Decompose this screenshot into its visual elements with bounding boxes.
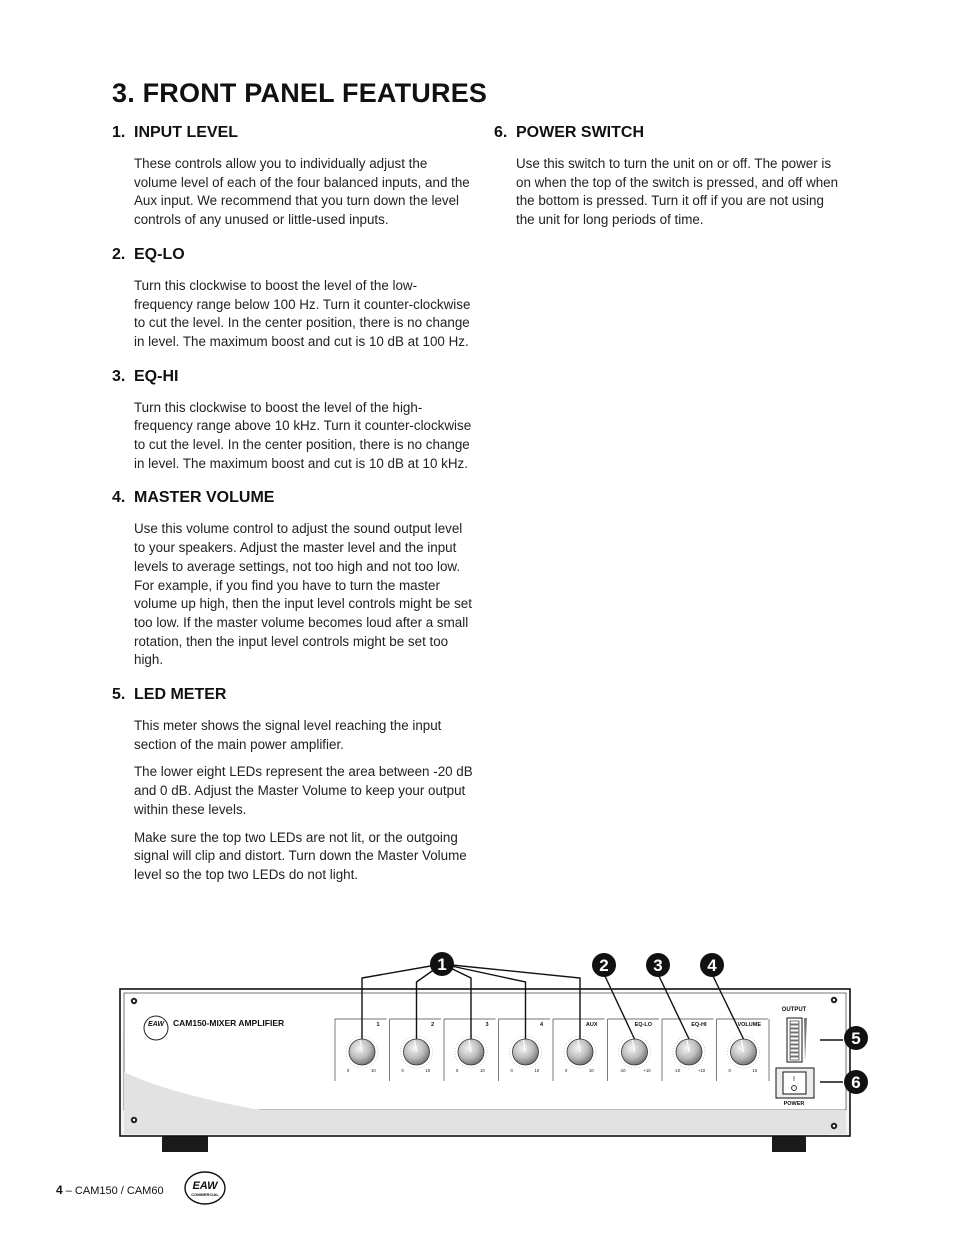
section-heading [112, 487, 474, 509]
led-segment [790, 1045, 799, 1048]
scale-min-label: -10 [674, 1068, 681, 1073]
scale-max-label: 10 [480, 1068, 485, 1073]
section-number: 4. [112, 489, 126, 507]
section-paragraph: Use this switch to turn the unit on or off. The power is on when the top of the switch is pressed, and off when the bottom is pressed. Turn it off if you are not using the unit for long periods of time. [516, 156, 839, 228]
left-column [112, 122, 474, 899]
scale-min-label: 0 [456, 1068, 459, 1073]
section-led-meter [112, 684, 474, 885]
callout-number: 4 [707, 956, 717, 975]
section-title: LED METER [134, 686, 227, 704]
scale-max-label: 10 [425, 1068, 431, 1073]
section-heading [112, 244, 474, 266]
section-title: EQ-LO [134, 245, 185, 263]
scale-min-label: -10 [619, 1068, 626, 1073]
footer-separator: – [62, 1185, 75, 1197]
channel-label: 2 [430, 1022, 434, 1028]
section-number: 6. [494, 124, 508, 141]
section-paragraph: This meter shows the signal level reaching the input section of the main power amplifier. [134, 718, 442, 752]
channel-label: VOLUME [737, 1022, 761, 1028]
scale-min-label: 0 [401, 1068, 404, 1073]
scale-min-label: 0 [565, 1068, 568, 1073]
channel-label: 3 [485, 1022, 489, 1028]
model-label: CAM150-MIXER AMPLIFIER [173, 1018, 285, 1028]
led-segment [790, 1025, 799, 1028]
scale-max-label: 10 [534, 1068, 540, 1073]
output-label: OUTPUT [781, 1007, 807, 1013]
callout-number: 5 [851, 1029, 861, 1048]
section-eq-hi [112, 366, 474, 474]
led-segment [790, 1029, 799, 1032]
page-number: 4 [56, 1183, 63, 1197]
screw-icon [131, 998, 137, 1004]
scale-max-label: +10 [698, 1068, 706, 1073]
led-segment [790, 1041, 799, 1044]
section-input-level [112, 122, 474, 230]
section-number: 3. [112, 367, 126, 385]
section-title: POWER SWITCH [516, 124, 644, 141]
section-paragraph: These controls allow you to individually adjust the volume level of each of the four balanced inputs, and the Aux input. We recommend that you turn down the level controls of any unused or little-used inputs. [134, 156, 470, 228]
eaw-commercial-logo-icon [182, 1170, 228, 1206]
channel-label: 1 [376, 1022, 380, 1028]
channel-label: EQ-HI [691, 1022, 707, 1028]
scale-max-label: 10 [589, 1068, 594, 1073]
section-heading [494, 122, 846, 144]
led-segment [790, 1021, 799, 1024]
screw-icon [831, 1123, 837, 1129]
scale-max-label: 10 [752, 1068, 758, 1073]
section-number: 1. [112, 124, 126, 141]
section-title: MASTER VOLUME [134, 489, 275, 507]
switch-on-mark: I [793, 1076, 795, 1083]
scale-max-label: 10 [371, 1068, 376, 1073]
left-foot [162, 1136, 208, 1152]
svg-text:COMMERCIAL: COMMERCIAL [191, 1192, 219, 1197]
section-paragraph: Turn this clockwise to boost the level of the high-frequency range above 10 kHz. Turn it counter-clockwise to cut the level. In the center position, there is no change in level. The maximum boost and cut is 10 dB at 10 kHz. [134, 399, 472, 471]
callout-number: 2 [599, 956, 609, 975]
page-footer [56, 1183, 164, 1197]
led-segment [790, 1037, 799, 1040]
power-label: POWER [783, 1101, 805, 1107]
section-heading [112, 684, 474, 706]
screw-icon [131, 1117, 137, 1123]
page-title: 3. FRONT PANEL FEATURES [112, 78, 488, 108]
callout-number: 6 [851, 1073, 861, 1092]
led-segment [790, 1057, 799, 1060]
section-heading [112, 366, 474, 388]
channel-label: EQ-LO [634, 1022, 652, 1028]
section-paragraph: Make sure the top two LEDs are not lit, or the outgoing signal will clip and distort. Turn down the Master Volume level so the top two LEDs do not light. [134, 829, 467, 882]
scale-min-label: 0 [728, 1068, 731, 1073]
section-power-switch [494, 122, 846, 230]
led-segment [790, 1053, 799, 1056]
scale-max-label: +10 [643, 1068, 651, 1073]
front-panel-figure [110, 944, 870, 1166]
scale-min-label: 0 [510, 1068, 513, 1073]
channel-label: AUX [585, 1022, 598, 1028]
section-paragraph: Turn this clockwise to boost the level of the low-frequency range below 100 Hz. Turn it counter-clockwise to cut the level. In the center position, there is no change in level. The maximum boost and cut is 10 dB at 100 Hz. [134, 277, 471, 349]
callout-number: 3 [653, 956, 663, 975]
screw-icon [831, 997, 837, 1003]
svg-text:EAW: EAW [148, 1021, 164, 1028]
section-number: 5. [112, 686, 126, 704]
section-number: 2. [112, 245, 126, 263]
section-paragraph: The lower eight LEDs represent the area between -20 dB and 0 dB. Adjust the Master Volume to keep your output within these levels. [134, 764, 473, 817]
section-title: EQ-HI [134, 367, 179, 385]
section-paragraph: Use this volume control to adjust the sound output level to your speakers. Adjust the master level and the input levels to average settings, not too high and not too low. For example, if you find you have to turn the master volume up high, then the input level controls might be set too low. If the master volume becomes loud after a small rotation, then the input level controls might be set too high. [134, 521, 472, 668]
right-foot [772, 1136, 806, 1152]
section-eq-lo [112, 244, 474, 352]
right-column [494, 122, 846, 244]
scale-min-label: 0 [347, 1068, 350, 1073]
channel-label: 4 [539, 1022, 543, 1028]
led-segment [790, 1033, 799, 1036]
callout-number: 1 [437, 955, 447, 974]
led-segment [790, 1049, 799, 1052]
section-master-volume [112, 487, 474, 670]
section-title: INPUT LEVEL [134, 124, 239, 141]
section-heading [112, 122, 474, 144]
footer-product: CAM150 / CAM60 [74, 1185, 164, 1197]
svg-text:EAW: EAW [192, 1180, 218, 1192]
